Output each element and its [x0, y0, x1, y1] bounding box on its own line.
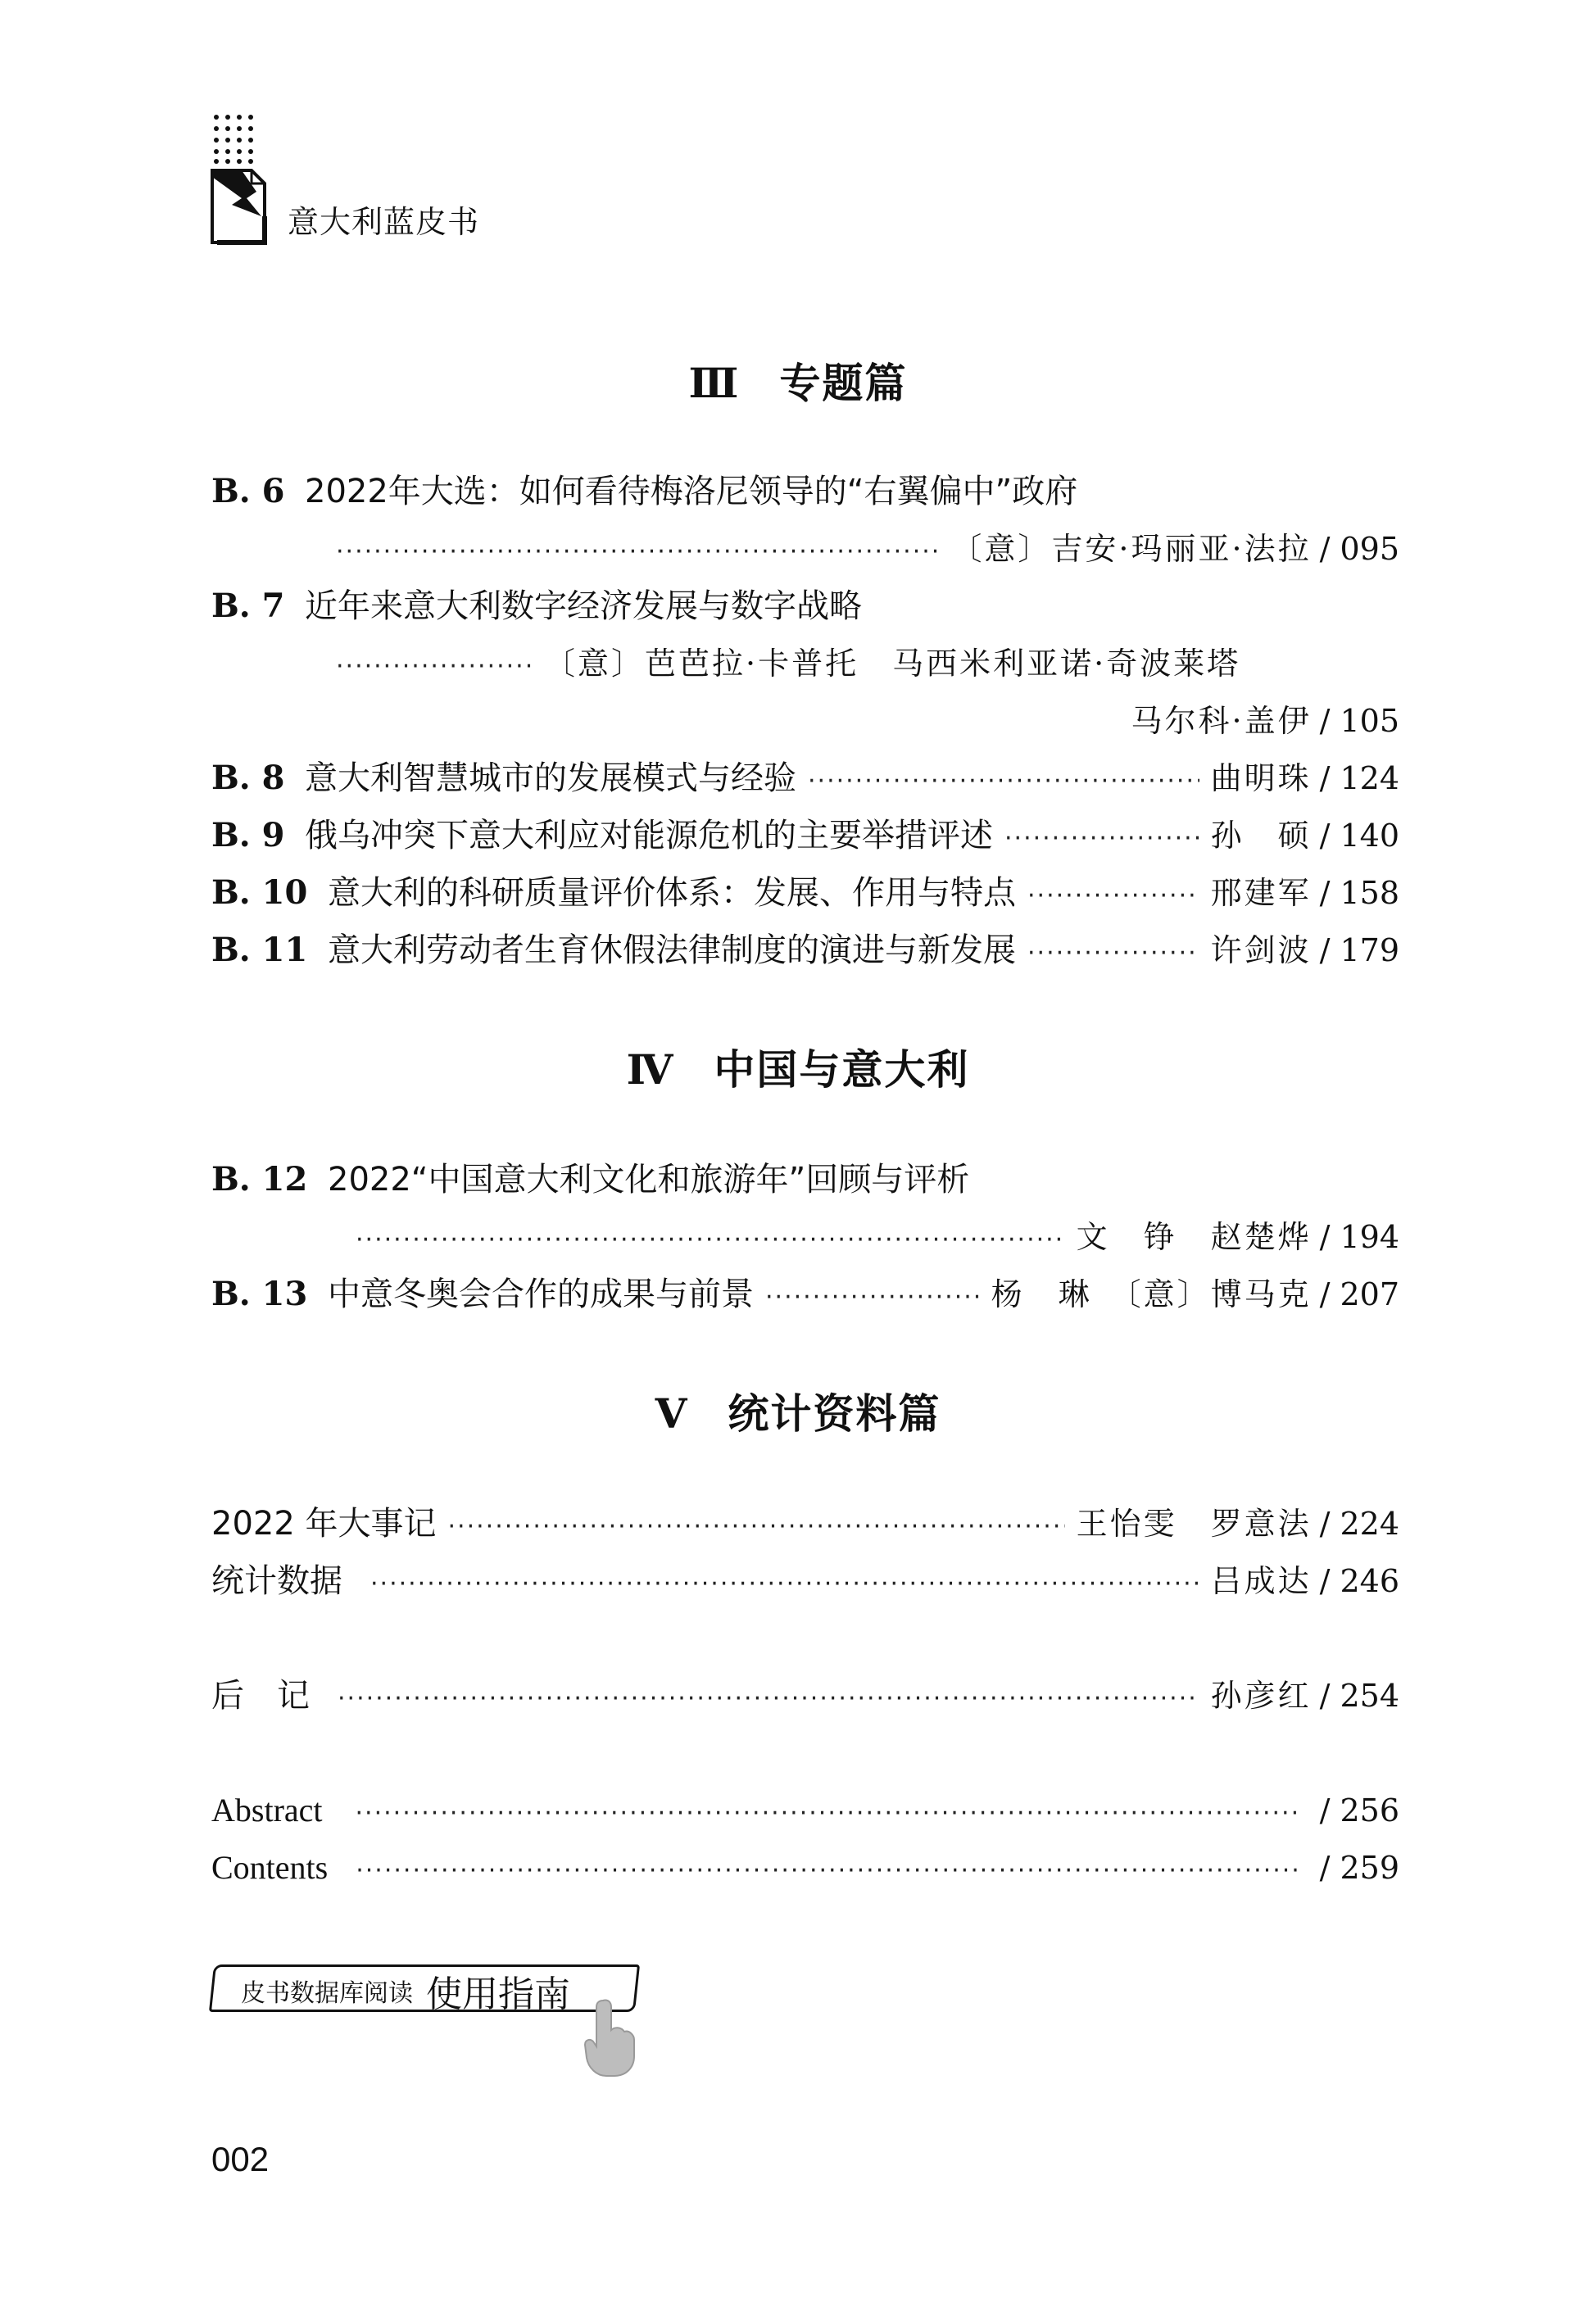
- section-heading-3: [0, 351, 1596, 410]
- dot-leader: [1027, 873, 1199, 919]
- toc-entry-b13[interactable]: [211, 1271, 1399, 1317]
- toc-entry-contents[interactable]: [211, 1845, 1399, 1891]
- dot-leader: [370, 1561, 1199, 1607]
- dot-pattern-icon: [214, 115, 263, 165]
- entry-page: / 256: [1319, 1792, 1399, 1828]
- entry-title: 中意冬奥会合作的成果与前景: [328, 1276, 754, 1313]
- entry-author: 〔意〕吉安·玛丽亚·法拉: [950, 531, 1312, 567]
- entry-title: Contents: [211, 1849, 329, 1886]
- running-header: [209, 115, 619, 254]
- toc-entry-b7-byline: [324, 641, 1399, 687]
- section-heading-5: [0, 1381, 1596, 1440]
- entry-page: / 207: [1319, 1276, 1399, 1312]
- entry-title: 意大利的科研质量评价体系：发展、作用与特点: [328, 874, 1016, 912]
- toc-entry-b12[interactable]: [211, 1157, 1399, 1203]
- toc-entry-b7[interactable]: [211, 583, 1399, 629]
- toc-entry-b6[interactable]: [211, 469, 1399, 514]
- dot-leader: [1027, 931, 1199, 977]
- dot-leader: [336, 644, 533, 690]
- entry-page: / 179: [1319, 932, 1399, 968]
- toc-entry-b9[interactable]: [211, 813, 1399, 859]
- entry-title: 意大利劳动者生育休假法律制度的演进与新发展: [328, 931, 1016, 969]
- entry-title: 2022 年大事记: [211, 1505, 437, 1543]
- dot-leader: [356, 1848, 1299, 1894]
- section-title: 中国与意大利: [714, 1045, 970, 1094]
- dot-leader: [356, 1217, 1065, 1263]
- toc-entry-stats[interactable]: [211, 1558, 1399, 1604]
- entry-title: 统计数据: [211, 1562, 342, 1600]
- entry-author: 王怡雯 罗意法: [1076, 1506, 1312, 1542]
- book-series-title: 意大利蓝皮书: [288, 204, 480, 240]
- entry-author: 文 铮 赵楚烨: [1076, 1219, 1312, 1255]
- dot-leader: [1004, 816, 1199, 862]
- toc-entry-b6-byline: [324, 526, 1399, 572]
- entry-number: B. 12: [211, 1160, 308, 1199]
- entry-author: 吕成达: [1210, 1563, 1312, 1599]
- toc-entry-events[interactable]: [211, 1501, 1399, 1547]
- guide-small-text: 皮书数据库阅读: [241, 1979, 413, 2008]
- entry-author: 孙 硕: [1210, 818, 1312, 854]
- entry-author: 孙彦红: [1210, 1678, 1312, 1714]
- entry-page: / 194: [1319, 1219, 1399, 1255]
- entry-author: 曲明珠: [1210, 760, 1312, 796]
- entry-number: B. 8: [211, 759, 285, 797]
- guide-big-text: 使用指南: [426, 1973, 570, 2015]
- section-numeral: Ⅳ: [626, 1045, 675, 1094]
- dot-leader: [356, 1791, 1300, 1837]
- entry-page: / 124: [1319, 760, 1399, 796]
- section-title: 专题篇: [779, 359, 908, 407]
- pointing-hand-icon: [578, 1997, 641, 2079]
- entry-number: B. 6: [211, 472, 285, 510]
- entry-number: B. 11: [211, 931, 308, 969]
- entry-title: 2022“中国意大利文化和旅游年”回顾与评析: [328, 1161, 970, 1199]
- page-number: 002: [211, 2140, 270, 2178]
- entry-page: / 095: [1319, 531, 1399, 567]
- toc-entry-b11[interactable]: [211, 927, 1399, 973]
- entry-page: / 254: [1319, 1678, 1399, 1714]
- entry-author: 杨 琳 〔意〕博马克: [991, 1276, 1312, 1312]
- toc-entry-b12-byline: [344, 1214, 1399, 1260]
- entry-title: 2022年大选：如何看待梅洛尼领导的“右翼偏中”政府: [305, 473, 1078, 510]
- book-logo-icon: [209, 167, 268, 246]
- dot-leader: [765, 1275, 980, 1321]
- dot-leader: [448, 1504, 1065, 1550]
- dot-leader: [336, 529, 939, 575]
- entry-page: / 140: [1319, 818, 1399, 854]
- entry-number: B. 7: [211, 587, 285, 625]
- entry-author: 〔意〕芭芭拉·卡普托 马西米利亚诺·奇波莱塔: [544, 646, 1241, 682]
- entry-author: 许剑波: [1210, 932, 1312, 968]
- section-title: 统计资料篇: [728, 1389, 941, 1438]
- entry-page: / 158: [1319, 875, 1399, 911]
- entry-number: B. 9: [211, 816, 285, 854]
- dot-leader: [338, 1676, 1199, 1722]
- entry-page: / 259: [1319, 1850, 1399, 1886]
- entry-page: / 224: [1319, 1506, 1399, 1542]
- entry-title: Abstract: [211, 1792, 323, 1828]
- entry-number: B. 10: [211, 873, 308, 912]
- section-numeral: Ⅴ: [655, 1389, 689, 1438]
- entry-title: 后 记: [211, 1677, 310, 1715]
- entry-title: 近年来意大利数字经济发展与数字战略: [305, 587, 862, 625]
- entry-title: 意大利智慧城市的发展模式与经验: [305, 759, 796, 797]
- database-guide-badge[interactable]: [211, 1964, 637, 2079]
- dot-leader: [808, 759, 1199, 804]
- toc-entry-abstract[interactable]: [211, 1788, 1399, 1833]
- entry-page: / 246: [1319, 1563, 1399, 1599]
- entry-author: 马尔科·盖伊: [1131, 703, 1312, 739]
- toc-entry-b8[interactable]: [211, 755, 1399, 801]
- entry-page: / 105: [1319, 703, 1399, 739]
- entry-number: B. 13: [211, 1275, 308, 1313]
- section-heading-4: [0, 1037, 1596, 1096]
- entry-author: 邢建军: [1210, 875, 1312, 911]
- section-numeral: Ⅲ: [688, 359, 741, 407]
- toc-entry-b10[interactable]: [211, 870, 1399, 916]
- toc-entry-b7-byline-2: [324, 698, 1399, 744]
- entry-title: 俄乌冲突下意大利应对能源危机的主要举措评述: [305, 817, 993, 854]
- toc-entry-postscript[interactable]: [211, 1673, 1399, 1719]
